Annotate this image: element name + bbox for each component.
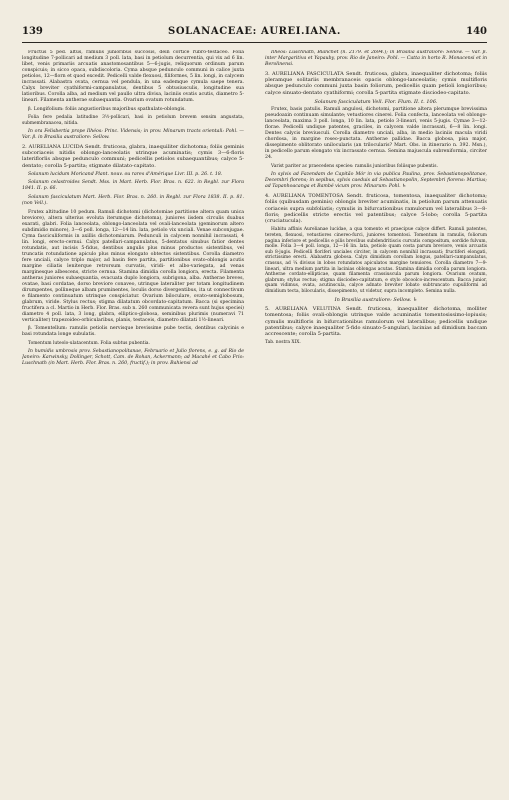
synonym-paragraph: Solanum lucidum Moricand Plant. nouv. ou rares d'Amérique Livr. III. p. 26. t. 18. [28, 171, 223, 177]
species-heading: 5. AURELIANA VELUTINA Sendt. fruticosa, inaequaliter dichotoma, molliter tomentosa; foliis ovali-oblongis utrinque valde acuminatis tomentosissimo-lopiusis; cymulis multifloris in bifurcationibus ramulorum vel lateralibus; pedicellis undique patentibus; calyce inaequaliter 5-fido sinuato-5-angulari, lacinias ad dimidium baccam accrescente; corolla 5-partita. [265, 305, 487, 338]
synonym-paragraph: Solanum celastroides Sendt. Mss. in Mart. Herb. Flor. Bras. n. 622. in Regbl. zur Flora 1841. II. p. 66. [22, 180, 244, 192]
note-paragraph: Tomentum luteolo-ulatacentum. Folia subtus pubentia. [28, 340, 150, 346]
species-heading: 4. AURELIANA TOMENTOSA Sendt. fruticosa, tomentosa, inaequaliter dichotoma; foliis (quibusdam geminis) oblongis breviter acuminatis, in petiolum parum attenuatis coriaceis supra subfoliatis; cymulis in bifurcationibus ramulorum vel lateralibus 3—8-floris; pedicellis stricte erectis vel patentibus; calyce 5-lobo; corolla 5-partita (cruciatucula). [265, 192, 487, 225]
variety-paragraph: β. Longifolium: foliis angustioribus majoribus spathulato-oblongis. [28, 106, 186, 112]
locality-paragraph: In Brasilia australiore: Sellow. ♄ [334, 297, 418, 304]
left-column [22, 50, 244, 776]
plate-reference: Tab. nostra XIX. [265, 340, 301, 346]
synonym-paragraph: Solanum fasciculatum Mart. Herb. Flor. Bras. n. 260. in Regbl. zur Flora 1838. II. p. 81. (non Vell.). [22, 194, 244, 206]
locality-paragraph: In humidis umbrosis prov. Sebastianopolitanae, Februario et Julio florens, e. g. ad Rio de Janeiro: Karwinsky, Dollinger, Schott, Cam. de Rohan, Ackermann; ad Macahé et Cabo Frio: Luschnath (in Mart. Herb. Flor. Bras. n. 260, fructif.); in prov. Bahiensi ad [22, 348, 244, 366]
variety-paragraph: β. Tomentellum: ramulis petiolis nervisque brevissime pube tectis, dentibus calycinis e basi rotundata longe subulatis. [22, 326, 244, 338]
paragraph: Frutex altitudine 10 pedum. Ramuli dichotomi (dichotomiae partitione altera quam unica breviore), altera ulterius evoluta iterumque dichotoma), juniores iisdem circulis duabus exarati, glabri. Folia lanceolata, oblongo-lanceolata vel ovali-lanceolata (geminorum altero subdimidio minore), 3—6 poll. longa, 12—14 lin. lata, petiolo vix unciali. Venae subconjugae. Cyma fasciculiformis in axillis dichotomiarum. Pedunculi in calycem nonnihil incrassati, 4 lin. longi, erecto-cernui. Calyx patellari-campanulatus, 5-dentatus sinubus fatior dentes rotundatis, aut incisis 5-fidus, dentibus angulis plus minus productos sistentibus, vel truncatis rotundatione apiculo plus minus elongato obtectos sistentibus. Corolla diametro fere unciali, calyce triplo major, ad basin fere partita, partitionibus ovato-oblongis acutis margine ciliatis leniterque retrorsum curvatis, viridi- et albo-variegata, ad venas marginesque albescens, stricte cernua. Stamina dimidia corolla longiora, erecta. Filamenta antheras juniores subaequantia, evacuata duplo longiora, subrigona, alba. Antherae breves, ovatae, basi cordatae, dorso breviore conaveo, utrinque lateraliter per totam longitudinem dirumpentes, pollineque albam pruminentes, loculis dorso divergentibus, ita ut connectivum e filamento continuatum utrinque conspiciatur. Ovarium biloculare, ovato-semiglobosum, glabrum, viride. Stylus rectus; stigma dilatatum obcordato-capitatum. Bacca (si specimina fructifera a cl. Martio in Herb. Flor. Bras. sub n. 260 communicata revera sunt hujus speciei) diametro 4 poll. lata, 3 long, glabra, elliptico-globosa, seminibus plurimis (numeravi 71 verticaliter) trapezoideo-orbicularibus, planis, testaceis, diametro dilatati 1½-lineari. [22, 209, 244, 323]
note-paragraph: Folia fere pedalia latitudine 3½-pollicari, basi in petiolum brevem sensim angustata, submembranacea, nitida. [22, 115, 244, 126]
paragraph: Frutex, basis patulis. Ramuli angulosi, dichotomi, partitione altera plerumque brevissima pseudoaxin continuam simulante; vetustiores cinerei. Folia confecta, lanceolata vel oblongo-lanceolata, maxima 3 poll. longa, 10 lin. lata, petiolo 3-lineari, venis 5-jugis. Cymae 3—12-florae. Pedicelli undique patentes, graciles, in calycem valde incrassati, 6—8 lin. longi. Dentes calycis breviusculi. Corolla diametro unciali, alba, in medio laciniis macula viridi chordosa, in margine roseo-punctata. Antherae pallidae. Bacca globosa, pisa major, dissepimento oblitorato unilocularis (an trilocularis? Mart. Obs. in itinerario n. 392. Msn.), in pedicello parum elongato vix incrassato cernua. Semina majuscula subreniformia, circiter 24. [265, 107, 487, 161]
page-header [22, 26, 487, 43]
locality-paragraph: In sylvis ad Fazendam de Capitão Mór in via publica Paulina, prov. Sebastianopolitanae, Decembri florens; in sepibus, sylvis caeduis ad Sebastianopolin, Septembri florens: Martius; ad Tapanhoacanga et Bambé vicum prov. Minarum: Pohl. ♄ [265, 172, 487, 190]
species-heading: 2. AURELIANA LUCIDA Sendt. fruticosa, glabra, inaequiliter dichotoma; foliis geminis subcoriaceis nitidis oblongo-lanceolatis utrinque acuminatis; cymis 3—6-floris lateriflorlis absque pedunculo communi; pedicellis petiolos subaequantibus; calyce 5-dentato; corolla 5-partita; stigmate dilatato-capitato. [22, 143, 244, 169]
page-number-left: 139 [22, 26, 43, 37]
note-paragraph: Habitu affinis Aurelianae lucidae, a qua tomento et praecipue calyce differt. Ramuli patentes, tereten, flexuosi, vetustiores cinereo-furci, juniores tomentosi. Tomentum in ramulis, foliorum pagina inferiore et pedicellis e pilis brevibus subdendritiscis curvatis compositum, sordide fulvum, molle. Folia 3—4 poll. longa, 12—16 lin. lata, petiolo quam costa parum breviore, venis arcuatis sub 8-jugis. Pedicelli floriferi unciales circiter, in calycem nonnihil incrassati; fructiferi elongati, strictissime erecti. Alabastra globosa. Calyx dimidium corollam longus, patellari-campanulatus, crassus, ad ¼ divisus in lobos rotundatos apiculatos margine tenuiores. Corolla diametro 7—9-lineari, ultra medium partita in lacinias oblongas acutas. Stamina dimidia corolla parum longiora. Antherae cordato-ellipticae, quam filamenta crassiuscula parum longiora. Ovarium ovatum, glabrum; stylus rectus; stigma disciodeo-capitatum, e stylo obcoolco-increscentum. Bacca junior, quam vidimus, ovata, acutinscula, calyce adnato breviter lobato subtruncato cupuliformi ad dimidium tecta, bilocularis, dissepimento, ut videtur, supra incompleto. Semina nulla. [265, 227, 487, 294]
paragraph: Fructus 5 ped. altus, ramulis junioribus succosis, dein cortice rubro-testaceo. Folia longitudine 7-pollicari ad medium 3 poll. lata, basi in petiolum decurrentia, qui vix ad 6 lin. libet, venis primariis arcuatis anastomosantibus 5—6-jugis, reliquorum ordinum parum conspicuis; in sicco opaca, subdiscoloria. Cyma absque pedunculo communi in calice juxta petiolos, 12—florn et quod excedit. Pedicelli valde flexuosi, filiformes, 5 lin. longi, in calycem incrassati. Alabastra ovata, cernua vel pendula, in una eademque cymula saepe tenera. Calyx breviter cyathiformi-campanulatus, dentibus 5 obtusiusculis, longitudine sua latioribus. Corolla alba, ad medium vel paullo ultra divisa, laciniis ovatis acutis, diametro 5-lineari. Filamenta antherae subaequantia. Ovarium ovatum rotundatum. [22, 50, 244, 103]
running-title: SOLANACEAE: AUREI.IANA. [168, 26, 341, 37]
species-heading: 3. AURELIANA FASCICULATA Sendt. fruticosa, glabra, inaequaliter dichotoma; foliis pleramque solitariis membranaceis opacis oblongo-lanceolatis; cymis multifloris absque pedunculo communi juxta basin foliorum, pedicellis quam petioli longioribus; calyce sinuato-dentato cyathiformi; corolla 5-partita stigmate disciodeo-capitato. [265, 70, 487, 96]
page-number-right: 140 [466, 26, 487, 37]
synonym-paragraph: Solanum fasciculatum Vell. Flor. Flum. II. t. 106. [314, 98, 438, 105]
right-column [265, 50, 487, 776]
note-paragraph: Varist pariter ac praecedens species: ramulis junioribus foliisque pubentis. [271, 164, 438, 169]
locality-paragraph: Ilhéos: Luschnath, Blanchet (n. 2179. et 2694.); in Brasilia australiore: Sellow. — Var. β. inter Margaritiva et Yapauby, prov. Rio de Janeiro: Pohl. — Catta in horto R. Monacensi et in Berolinensi. [265, 50, 487, 67]
locality-paragraph: In ora Felisbertia prope Ilhéos: Princ. Vidensis; in prov. Minarum tracts orientali: Pohl. — Var. β. in Brasilia australiore: Sellow. [22, 128, 244, 140]
